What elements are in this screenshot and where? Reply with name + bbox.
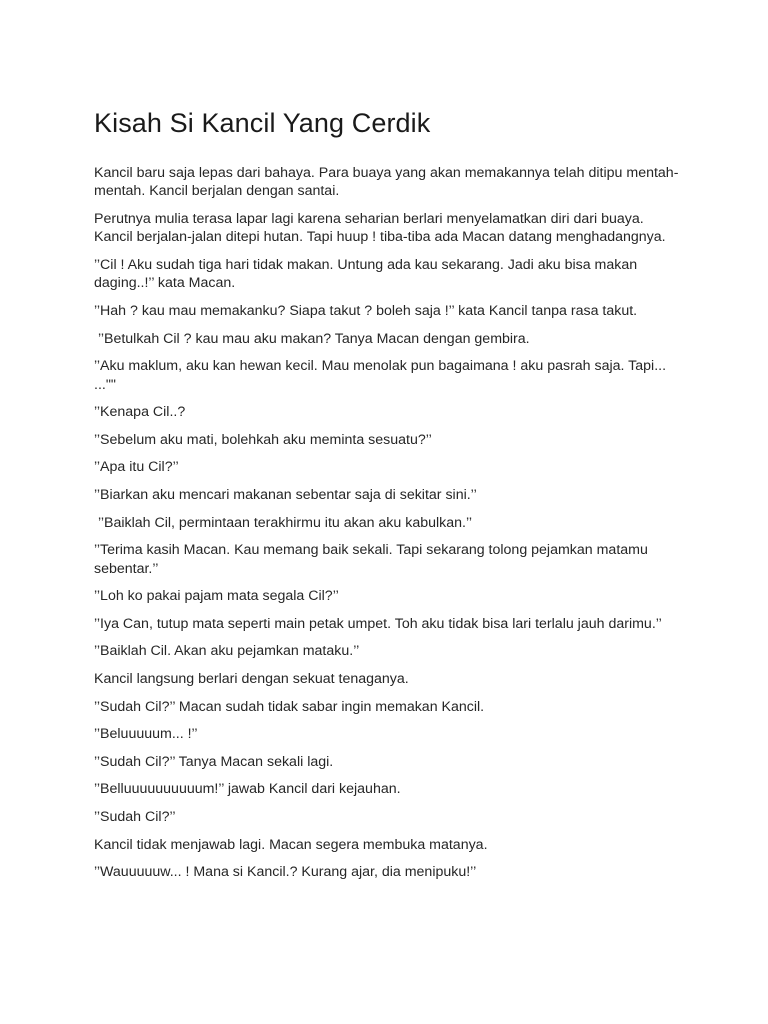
paragraph: ’’Kenapa Cil..? — [94, 404, 186, 421]
paragraph: ’’Sebelum aku mati, bolehkah aku meminta sesuatu?’’ — [94, 431, 432, 448]
paragraph: ’’Wauuuuuw... ! Mana si Kancil.? Kurang ajar, dia menipuku!’’ — [94, 864, 477, 881]
paragraph: ’’Sudah Cil?’’ — [94, 808, 176, 825]
paragraph: ’’Aku maklum, aku kan hewan kecil. Mau menolak pun bagaimana ! aku pasrah saja. Tapi... ..."" — [94, 358, 670, 393]
paragraph: ’’Loh ko pakai pajam mata segala Cil?’’ — [94, 588, 339, 605]
story-body — [94, 164, 684, 882]
paragraph: ’’Cil ! Aku sudah tiga hari tidak makan. Untung ada kau sekarang. Jadi aku bisa makan daging..!’’ kata Macan. — [94, 257, 642, 292]
paragraph: ’’Belluuuuuuuuuum!’’ jawab Kancil dari kejauhan. — [94, 781, 401, 798]
paragraph: ’’Sudah Cil?’’ Macan sudah tidak sabar ingin memakan Kancil. — [94, 698, 485, 715]
paragraph: ’’Baiklah Cil. Akan aku pejamkan mataku.’’ — [94, 643, 360, 660]
paragraph: ’’Betulkah Cil ? kau mau aku makan? Tanya Macan dengan gembira. — [94, 330, 530, 347]
paragraph: ’’Beluuuuum... !’’ — [94, 726, 198, 743]
paragraph: Kancil langsung berlari dengan sekuat tenaganya. — [94, 670, 409, 687]
paragraph: Perutnya mulia terasa lapar lagi karena seharian berlari menyelamatkan diri dari buaya. Kancil berjalan-jalan ditepi hutan. Tapi huup ! tiba-tiba ada Macan datang menghadangnya. — [94, 211, 666, 246]
paragraph: ’’Baiklah Cil, permintaan terakhirmu itu akan aku kabulkan.’’ — [94, 514, 473, 531]
paragraph: ’’Iya Can, tutup mata seperti main petak umpet. Toh aku tidak bisa lari terlalu jauh darimu.’’ — [94, 615, 662, 632]
paragraph: ’’Apa itu Cil?’’ — [94, 459, 179, 476]
paragraph: ’’Biarkan aku mencari makanan sebentar saja di sekitar sini.’’ — [94, 486, 477, 503]
paragraph: ’’Hah ? kau mau memakanku? Siapa takut ? boleh saja !’’ kata Kancil tanpa rasa takut. — [94, 303, 638, 319]
paragraph: ’’Terima kasih Macan. Kau memang baik sekali. Tapi sekarang tolong pejamkan matamu sebentar.’’ — [94, 542, 652, 577]
document-title: Kisah Si Kancil Yang Cerdik — [94, 108, 431, 138]
paragraph: ’’Sudah Cil?’’ Tanya Macan sekali lagi. — [94, 753, 334, 770]
paragraph: Kancil tidak menjawab lagi. Macan segera membuka matanya. — [94, 836, 488, 853]
paragraph: Kancil baru saja lepas dari bahaya. Para buaya yang akan memakannya telah ditipu mentah-mentah. Kancil berjalan dengan santai. — [94, 165, 679, 200]
document-page — [94, 106, 684, 891]
